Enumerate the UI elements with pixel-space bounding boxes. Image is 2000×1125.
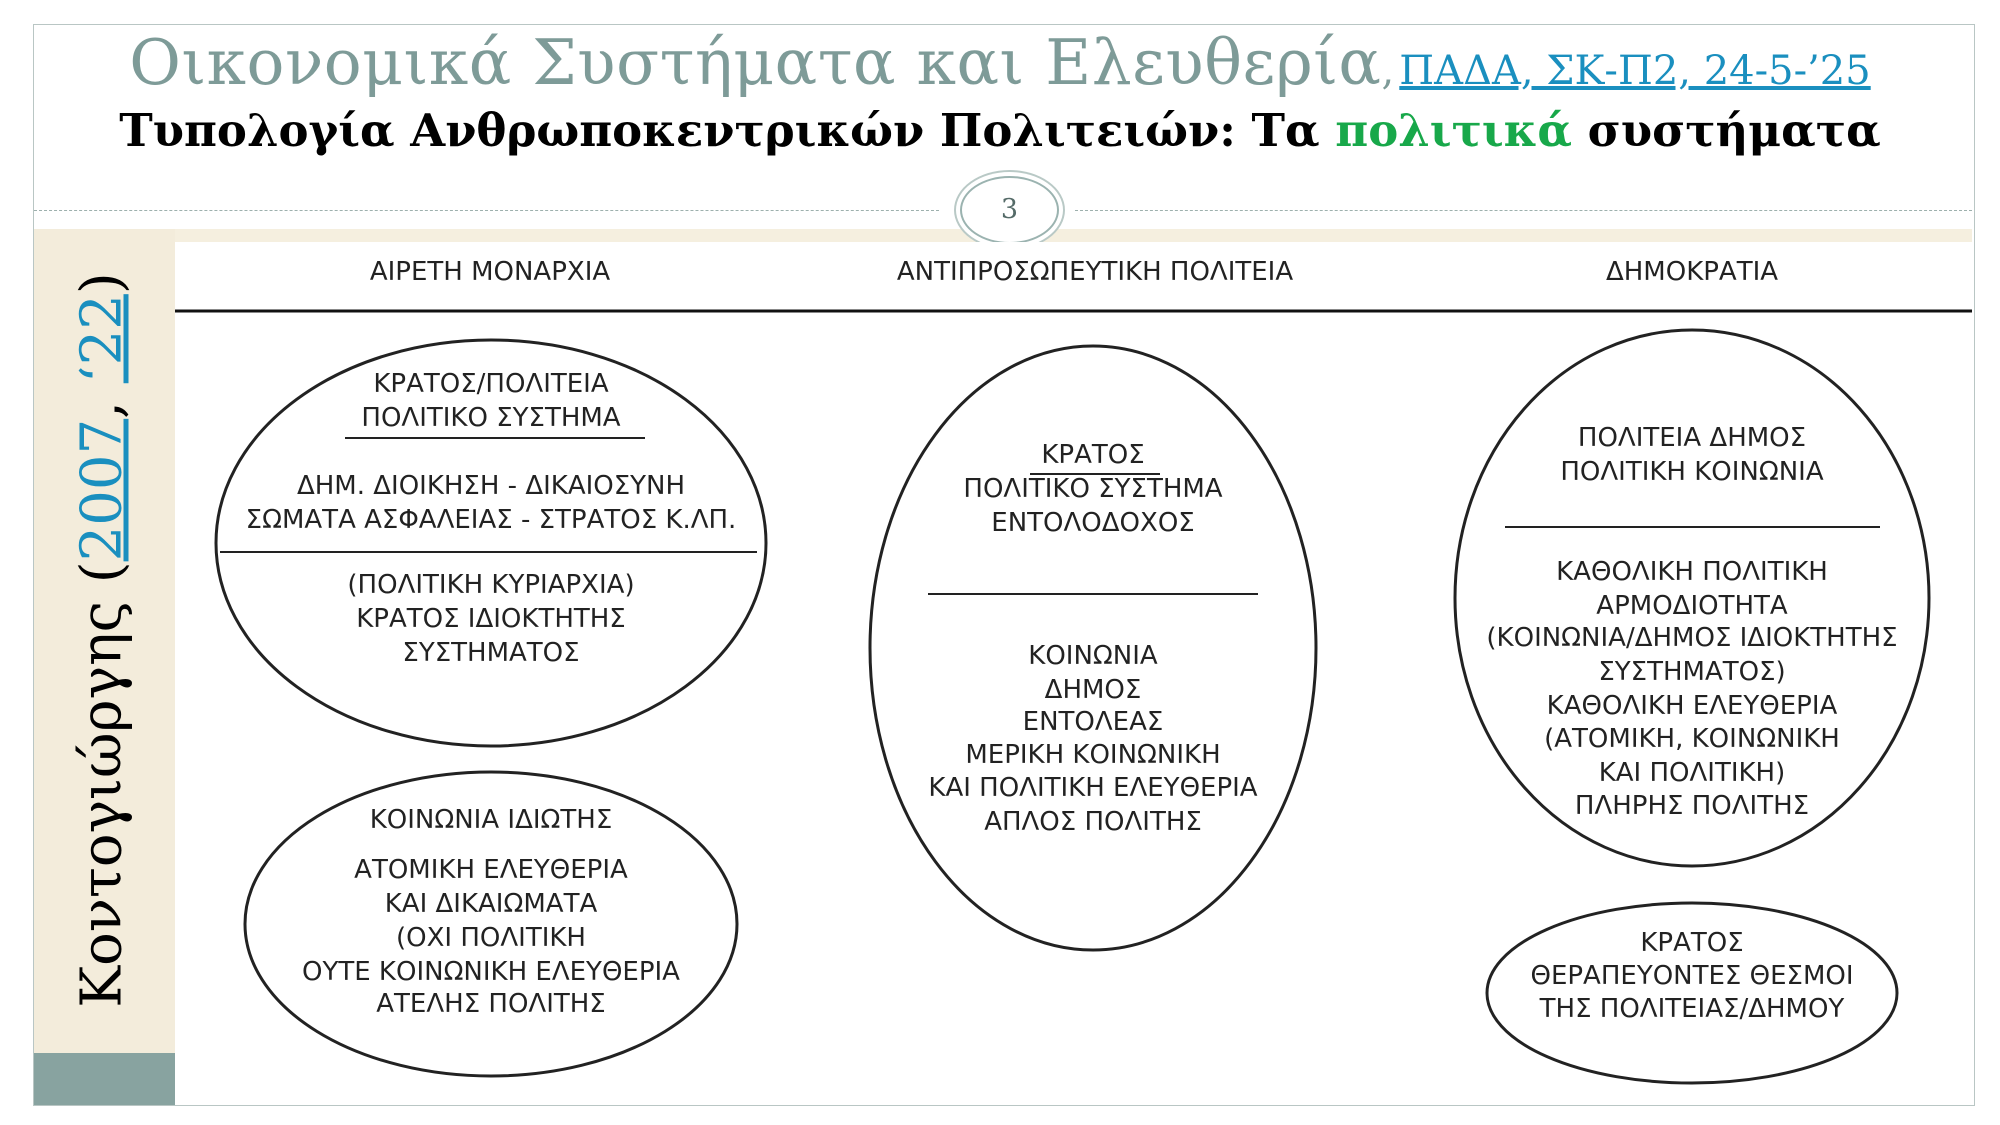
citation-link-22[interactable]: ‘22	[69, 294, 135, 384]
text-line: ΟΥΤΕ ΚΟΙΝΩΝΙΚΗ ΕΛΕΥΘΕΡΙΑ	[302, 957, 680, 987]
text-line: (ΑΤΟΜΙΚΗ, ΚΟΙΝΩΝΙΚΗ	[1544, 724, 1840, 754]
text-line: ΚΑΙ ΔΙΚΑΙΩΜΑΤΑ	[384, 889, 598, 919]
subtitle-start: Τυπολογία Ανθρωποκεντρικών Πολιτειών: Τα	[119, 104, 1336, 157]
subtitle-highlight: πολιτικά	[1335, 104, 1572, 157]
text-line: (ΠΟΛΙΤΙΚΗ ΚΥΡΙΑΡΧΙΑ)	[347, 570, 635, 600]
text-line: ΑΠΛΟΣ ΠΟΛΙΤΗΣ	[984, 807, 1202, 837]
text-line: (ΚΟΙΝΩΝΙΑ/ΔΗΜΟΣ ΙΔΙΟΚΤΗΤΗΣ	[1486, 623, 1898, 653]
text-line: ΔΗΜΟΣ	[1044, 675, 1142, 705]
text-line: ΘΕΡΑΠΕΥΟΝΤΕΣ ΘΕΣΜΟΙ	[1530, 961, 1854, 991]
subtitle-end: συστήματα	[1572, 104, 1881, 157]
column-heading-monarchy: ΑΙΡΕΤΗ ΜΟΝΑΡΧΙΑ	[369, 257, 611, 287]
text-line: ΚΑΙ ΠΟΛΙΤΙΚΗ)	[1598, 758, 1786, 788]
text-line: ΚΡΑΤΟΣ/ΠΟΛΙΤΕΙΑ	[373, 369, 609, 399]
citation-link-2007[interactable]: 2007	[69, 418, 135, 562]
text-line: ΣΩΜΑΤΑ ΑΣΦΑΛΕΙΑΣ - ΣΤΡΑΤΟΣ Κ.ΛΠ.	[245, 505, 737, 535]
column-heading-democracy: ΔΗΜΟΚΡΑΤΙΑ	[1605, 257, 1779, 287]
citation-separator: ,	[69, 383, 135, 419]
text-line: ΚΡΑΤΟΣ	[1640, 928, 1744, 958]
text-line: ΚΑΙ ΠΟΛΙΤΙΚΗ ΕΛΕΥΘΕΡΙΑ	[928, 773, 1258, 803]
header-divider-right	[1075, 210, 1972, 211]
slide-number: 3	[960, 176, 1059, 244]
citation-closing: )	[69, 272, 135, 295]
slide-title-line	[0, 26, 2000, 99]
text-line: ΜΕΡΙΚΗ ΚΟΙΝΩΝΙΚΗ	[965, 740, 1221, 770]
slide-title: Οικονομικά Συστήματα και Ελευθερία	[129, 26, 1382, 99]
text-line: ΠΟΛΙΤΙΚΟ ΣΥΣΤΗΜΑ	[361, 403, 621, 433]
title-comma: ,	[1381, 48, 1395, 94]
text-line: (ΟΧΙ ΠΟΛΙΤΙΚΗ	[396, 923, 586, 953]
text-line: ΣΥΣΤΗΜΑΤΟΣ	[402, 638, 580, 668]
text-line: ΤΗΣ ΠΟΛΙΤΕΙΑΣ/ΔΗΜΟΥ	[1539, 994, 1845, 1024]
text-line: ΚΑΘΟΛΙΚΗ ΠΟΛΙΤΙΚΗ	[1556, 557, 1828, 587]
text-line: ΠΛΗΡΗΣ ΠΟΛΙΤΗΣ	[1574, 791, 1810, 821]
text-line: ΠΟΛΙΤΕΙΑ ΔΗΜΟΣ	[1577, 423, 1807, 453]
text-line: ΚΟΙΝΩΝΙΑ ΙΔΙΩΤΗΣ	[369, 805, 613, 835]
slide-subtitle	[0, 104, 2000, 157]
text-line: ΔΗΜ. ΔΙΟΙΚΗΣΗ - ΔΙΚΑΙΟΣΥΝΗ	[296, 471, 686, 501]
text-line: ΚΑΘΟΛΙΚΗ ΕΛΕΥΘΕΡΙΑ	[1546, 691, 1838, 721]
text-line: ΑΤΟΜΙΚΗ ΕΛΕΥΘΕΡΙΑ	[354, 855, 628, 885]
text-line: ΚΡΑΤΟΣ ΙΔΙΟΚΤΗΤΗΣ	[356, 604, 626, 634]
sidebar-footer-block	[34, 1053, 175, 1105]
text-line: ΕΝΤΟΛΕΑΣ	[1022, 707, 1164, 737]
text-line: ΣΥΣΤΗΜΑΤΟΣ)	[1598, 657, 1786, 687]
header-divider-left	[34, 210, 939, 211]
text-line: ΠΟΛΙΤΙΚΟ ΣΥΣΤΗΜΑ	[963, 474, 1223, 504]
citation-author: Κοντογιώργης (	[69, 561, 135, 1008]
course-link[interactable]: ΠΑΔΑ, ΣΚ-Π2, 24-5-’25	[1399, 48, 1871, 94]
text-line: ΕΝΤΟΛΟΔΟΧΟΣ	[991, 508, 1195, 538]
polity-typology-diagram	[175, 242, 1972, 1105]
text-line: ΑΡΜΟΔΙΟΤΗΤΑ	[1596, 591, 1788, 621]
column-heading-representative: ΑΝΤΙΠΡΟΣΩΠΕΥΤΙΚΗ ΠΟΛΙΤΕΙΑ	[896, 257, 1294, 287]
text-line: ΠΟΛΙΤΙΚΗ ΚΟΙΝΩΝΙΑ	[1560, 457, 1824, 487]
text-line: ΚΡΑΤΟΣ	[1041, 440, 1145, 470]
sidebar-citation	[70, 272, 135, 1007]
text-line: ΚΟΙΝΩΝΙΑ	[1028, 641, 1158, 671]
text-line: ΑΤΕΛΗΣ ΠΟΛΙΤΗΣ	[376, 989, 606, 1019]
